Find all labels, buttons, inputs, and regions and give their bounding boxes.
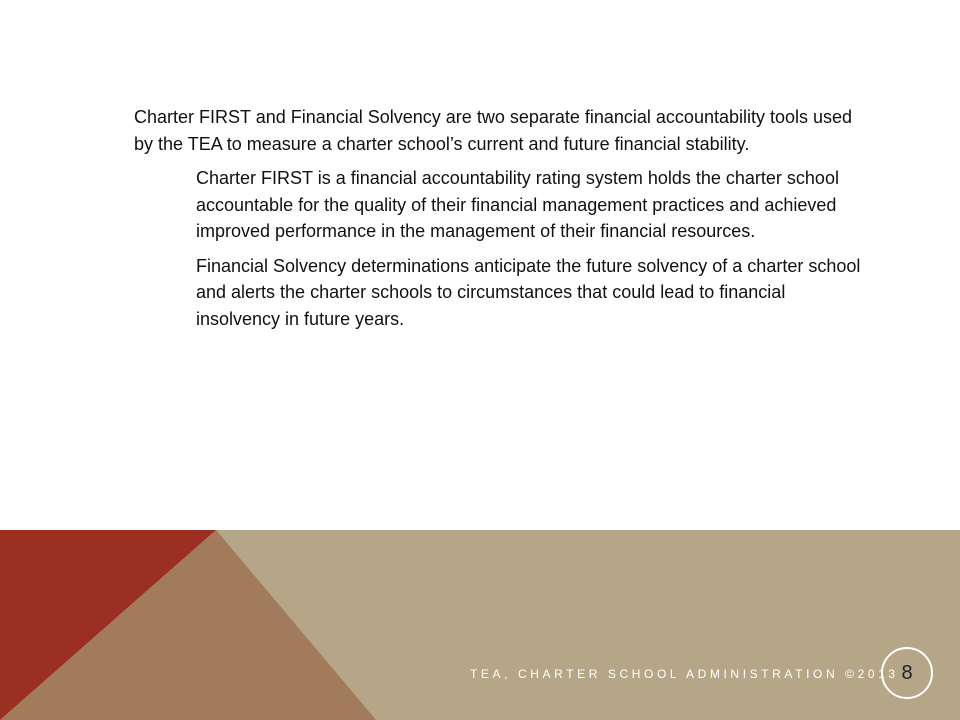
- footer-caption: TEA, CHARTER SCHOOL ADMINISTRATION ©2013: [470, 667, 899, 681]
- page-number: 8: [901, 661, 913, 684]
- paragraph-charter-first: Charter FIRST is a financial accountability rating system holds the charter school accountable for the quality of their financial management practices and achieved improved performance in the management of their financial resources.: [196, 168, 839, 241]
- paragraph-financial-solvency: Financial Solvency determinations anticipate the future solvency of a charter school and alerts the charter schools to circumstances that could lead to financial insolvency in future years.: [196, 255, 861, 329]
- page-number-circle: [881, 647, 933, 699]
- slide-body: [134, 104, 874, 340]
- paragraph-intro: Charter FIRST and Financial Solvency are two separate financial accountability tools used by the TEA to measure a charter school’s current and future financial stability.: [134, 107, 853, 154]
- footer-band: [0, 530, 960, 720]
- footer-decoration: [0, 530, 960, 720]
